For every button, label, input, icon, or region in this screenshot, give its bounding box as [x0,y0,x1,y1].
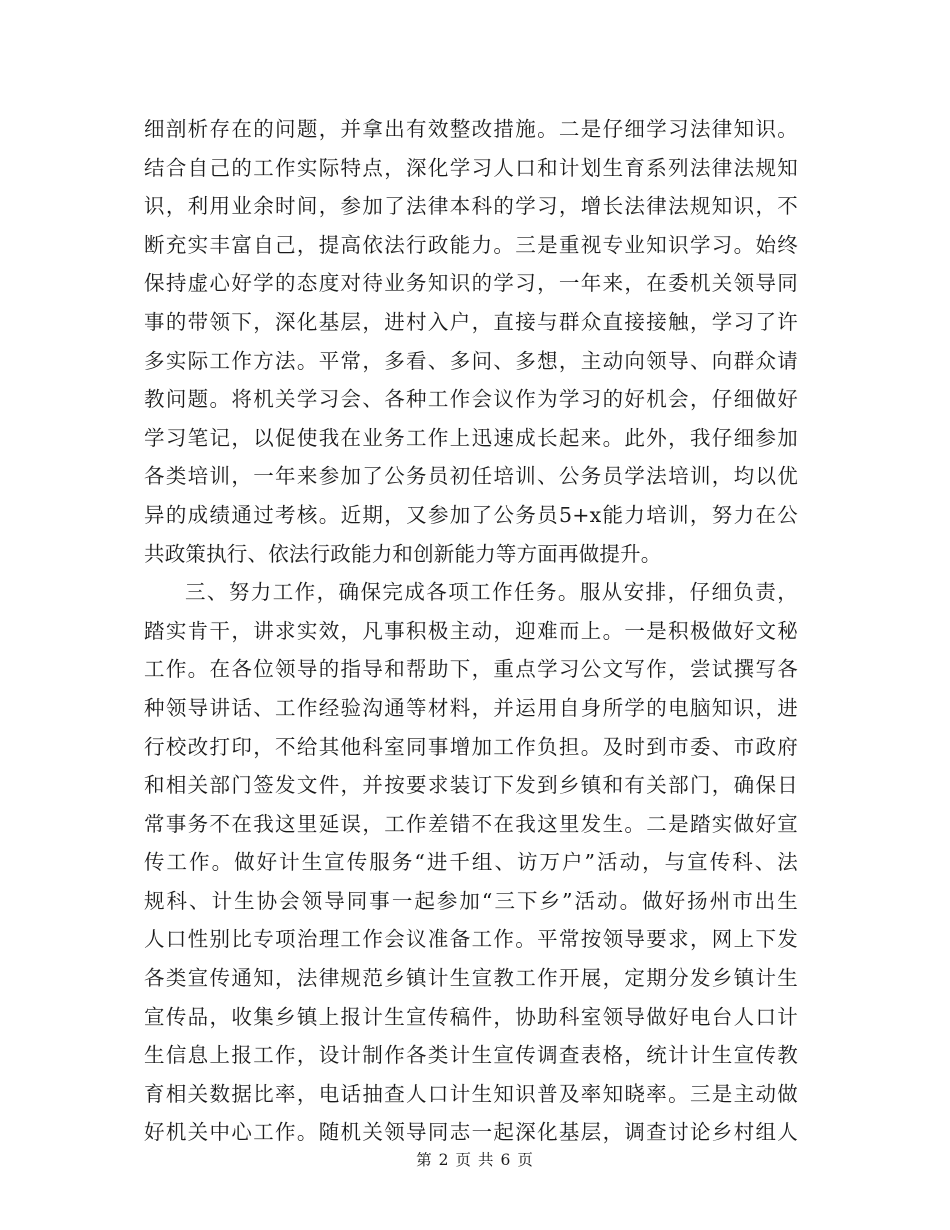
text-line: 生信息上报工作，设计制作各类计生宣传调查表格，统计计生宣传教 [144,1043,798,1068]
text-line: 多实际工作方法。平常，多看、多问、多想，主动向领导、向群众请 [144,348,798,373]
page-footer [0,1148,950,1170]
paragraph-start-line: 三、努力工作，确保完成各项工作任务。服从安排，仔细负责， [185,580,798,605]
text-line: 事的带领下，深化基层，进村入户，直接与群众直接接触，学习了许 [144,309,798,334]
text-line: 踏实肯干，讲求实效，凡事积极主动，迎难而上。一是积极做好文秘 [144,618,798,643]
text-line: 异的成绩通过考核。近期，又参加了公务员5+x能力培训，努力在公 [144,502,798,527]
text-line: 行校改打印，不给其他科室同事增加工作负担。及时到市委、市政府 [144,734,798,759]
text-line: 教问题。将机关学习会、各种工作会议作为学习的好机会，仔细做好 [144,387,798,412]
total-page-count: 6 [500,1151,512,1169]
text-line: 结合自己的工作实际特点，深化学习人口和计划生育系列法律法规知 [144,155,798,180]
text-line: 细剖析存在的问题，并拿出有效整改措施。二是仔细学习法律知识。 [144,117,798,141]
text-line: 宣传品，收集乡镇上报计生宣传稿件，协助科室领导做好电台人口计 [144,1004,798,1029]
text-line: 传工作。做好计生宣传服务“进千组、访万户”活动，与宣传科、法 [144,850,798,875]
text-line: 保持虚心好学的态度对待业务知识的学习，一年来，在委机关领导同 [144,271,798,296]
text-line: 和相关部门签发文件，并按要求装订下发到乡镇和有关部门，确保日 [144,773,798,798]
body-text [144,110,798,1152]
text-line: 共政策执行、依法行政能力和创新能力等方面再做提升。 [144,541,662,566]
text-line: 人口性别比专项治理工作会议准备工作。平常按领导要求，网上下发 [144,927,798,952]
text-line: 各类宣传通知，法律规范乡镇计生宣教工作开展，定期分发乡镇计生 [144,966,798,991]
footer-prefix: 第 [416,1151,433,1169]
current-page-number: 2 [438,1151,450,1169]
footer-total-word: 共 [478,1151,495,1169]
footer-page-unit: 页 [455,1151,472,1169]
text-line: 识，利用业余时间，参加了法律本科的学习，增长法律法规知识，不 [144,194,798,219]
text-line: 各类培训，一年来参加了公务员初任培训、公务员学法培训，均以优 [144,464,798,489]
text-line: 断充实丰富自己，提高依法行政能力。三是重视专业知识学习。始终 [144,232,798,257]
text-line: 学习笔记，以促使我在业务工作上迅速成长起来。此外，我仔细参加 [144,425,798,450]
text-line: 育相关数据比率，电话抽查人口计生知识普及率知晓率。三是主动做 [144,1081,798,1106]
text-line: 规科、计生协会领导同事一起参加“三下乡”活动。做好扬州市出生 [144,888,798,913]
text-line: 常事务不在我这里延误，工作差错不在我这里发生。二是踏实做好宣 [144,811,798,836]
text-line: 好机关中心工作。随机关领导同志一起深化基层，调查讨论乡村组人 [144,1120,798,1145]
text-line: 种领导讲话、工作经验沟通等材料，并运用自身所学的电脑知识，进 [144,695,798,720]
footer-total-unit: 页 [517,1151,534,1169]
text-line: 工作。在各位领导的指导和帮助下，重点学习公文写作，尝试撰写各 [144,657,798,682]
